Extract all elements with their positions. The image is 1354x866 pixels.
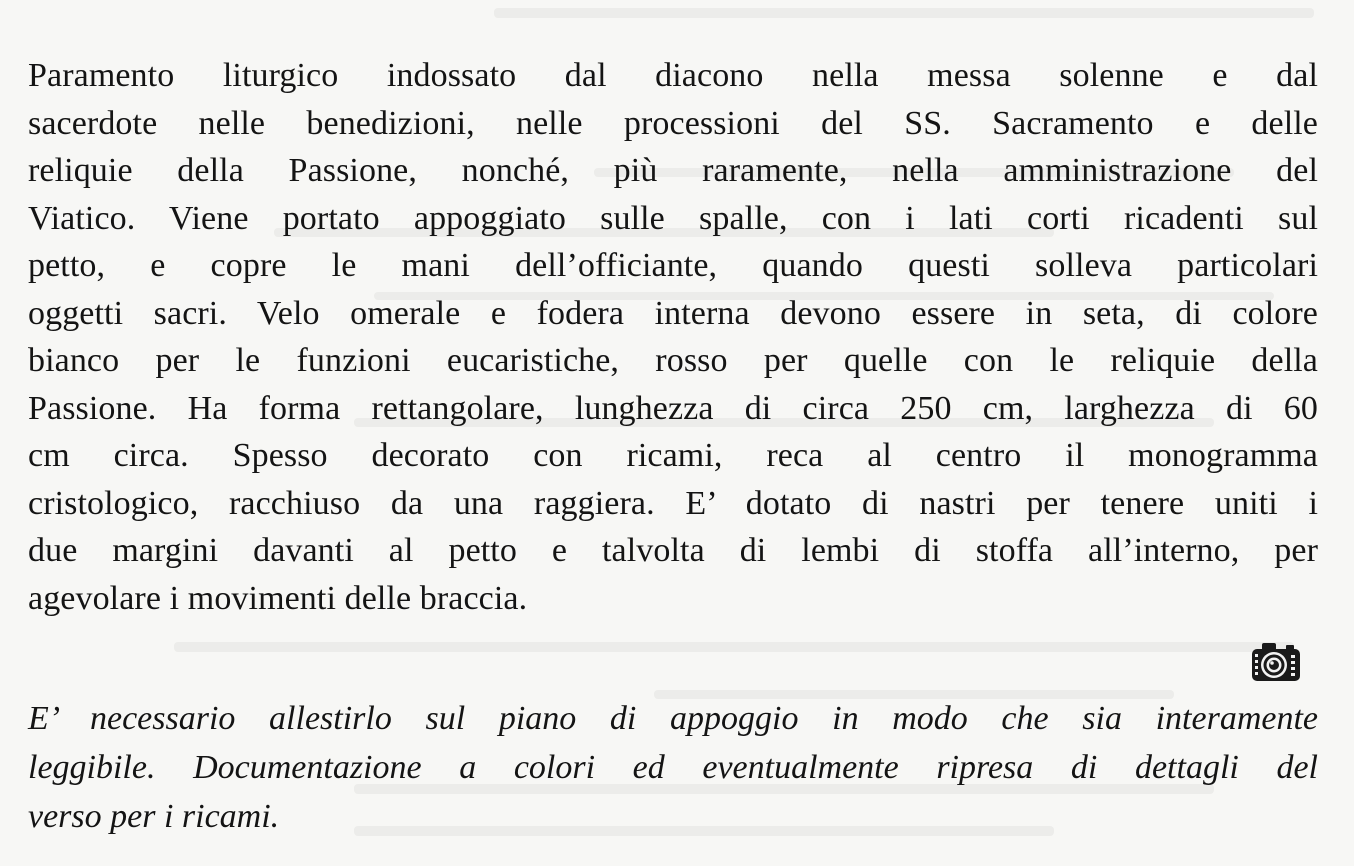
note-line: verso per i ricami. [28, 798, 280, 835]
description-line: cristologico, racchiuso da una raggiera. E’ dotato di nastri per tenere uniti i [28, 484, 1318, 522]
description-line: bianco per le funzioni eucaristiche, rosso per quelle con le reliquie della [28, 342, 1318, 379]
description-line: petto, e copre le mani dell’officiante, quando questi solleva particolari [28, 247, 1318, 284]
description-line: Passione. Ha forma rettangolare, lunghezza di circa 250 cm, larghezza di 60 [28, 389, 1318, 427]
camera-icon-graphic [1248, 640, 1304, 684]
description-line: Paramento liturgico indossato dal diacono nella messa solenne e dal [28, 57, 1318, 94]
photo-note [28, 694, 1318, 841]
description-line: cm circa. Spesso decorato con ricami, reca al centro il monogramma [28, 437, 1318, 474]
description-line: Viatico. Viene portato appoggiato sulle spalle, con i lati corti ricadenti sul [28, 199, 1318, 237]
description-paragraph [28, 52, 1318, 622]
camera-icon [1248, 640, 1304, 684]
description-line: sacerdote nelle benedizioni, nelle processioni del SS. Sacramento e delle [28, 104, 1318, 142]
description-line: reliquie della Passione, nonché, più raramente, nella amministrazione del [28, 152, 1318, 189]
note-line: E’ necessario allestirlo sul piano di appoggio in modo che sia interamente [28, 700, 1318, 737]
note-line: leggibile. Documentazione a colori ed eventualmente ripresa di dettagli del [28, 749, 1318, 786]
description-line: due margini davanti al petto e talvolta di lembi di stoffa all’interno, per [28, 532, 1318, 569]
description-line: oggetti sacri. Velo omerale e fodera interna devono essere in seta, di colore [28, 294, 1318, 332]
description-line: agevolare i movimenti delle braccia. [28, 579, 528, 617]
